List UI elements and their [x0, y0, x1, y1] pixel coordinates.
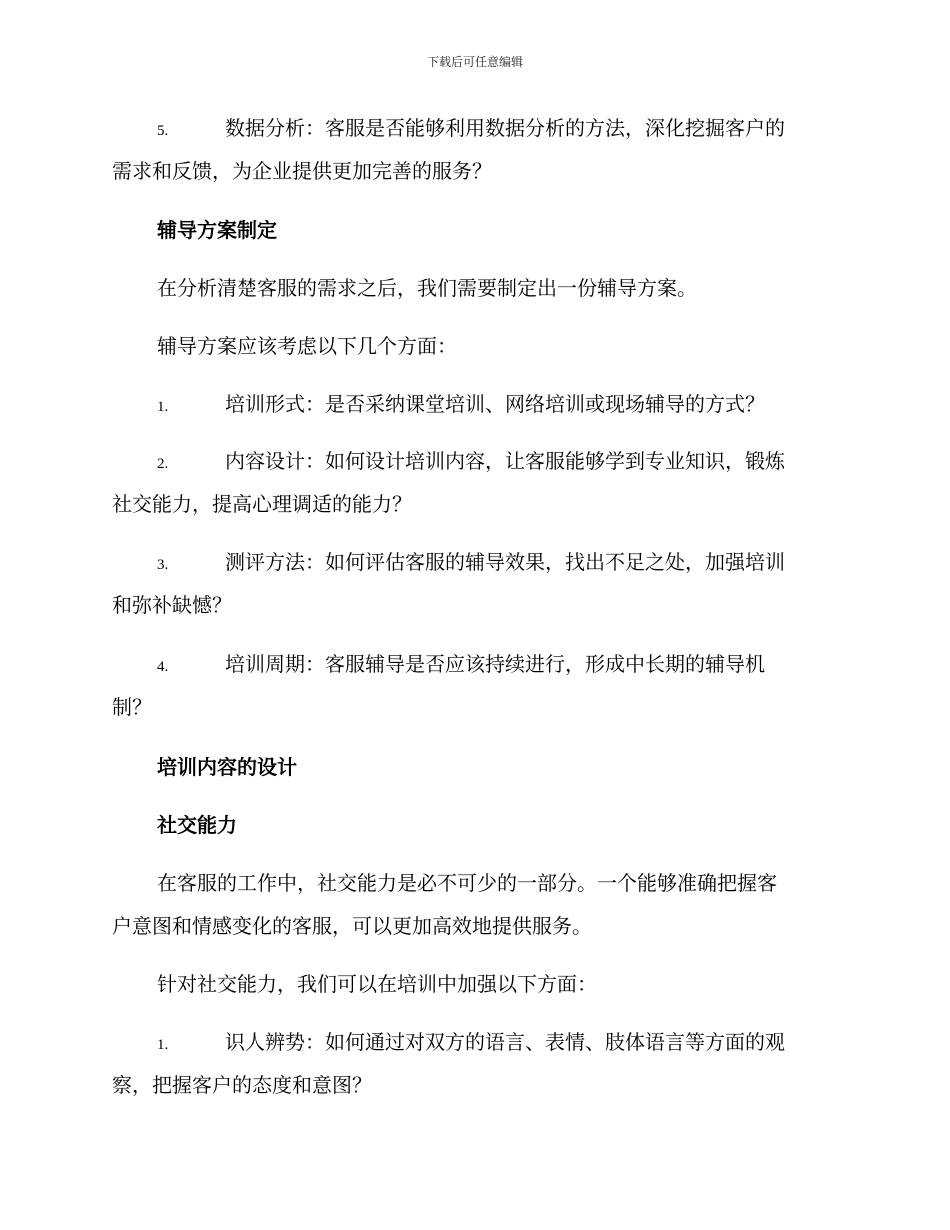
- list-item-5: [112, 107, 840, 193]
- list-item-1b: [112, 1021, 840, 1107]
- list-number: 5.: [157, 123, 169, 139]
- paragraph-continued: 户意图和情感变化的客服，可以更加高效地提供服务。: [112, 914, 592, 938]
- list-number: 1.: [157, 399, 169, 415]
- paragraph: 辅导方案应该考虑以下几个方面：: [157, 334, 457, 358]
- section-heading-block: [112, 209, 840, 252]
- list-text-continued: 制？: [112, 695, 152, 719]
- paragraph: 在分析清楚客服的需求之后，我们需要制定出一份辅导方案。: [157, 276, 697, 300]
- list-item-4: [112, 643, 840, 729]
- list-text-continued: 社交能力，提高心理调适的能力？: [112, 492, 412, 516]
- list-text: 培训周期：客服辅导是否应该持续进行，形成中长期的辅导机: [225, 652, 765, 676]
- section-heading: 培训内容的设计: [157, 755, 297, 779]
- section-heading-block: [112, 746, 840, 789]
- paragraph-block: [112, 862, 840, 948]
- page-header: 下载后可任意编辑: [426, 55, 523, 69]
- list-number: 1.: [157, 1037, 169, 1053]
- paragraph: 在客服的工作中，社交能力是必不可少的一部分。一个能够准确把握客: [157, 871, 777, 895]
- list-number: 2.: [157, 456, 169, 472]
- list-text-continued: 需求和反馈，为企业提供更加完善的服务？: [112, 159, 492, 183]
- paragraph-block: [112, 325, 840, 368]
- section-heading: 辅导方案制定: [157, 218, 277, 242]
- list-text-continued: 和弥补缺憾？: [112, 593, 232, 617]
- list-text-continued: 察，把握客户的态度和意图？: [112, 1073, 372, 1097]
- list-text: 内容设计：如何设计培训内容，让客服能够学到专业知识，锻炼: [225, 449, 785, 473]
- list-text: 测评方法：如何评估客服的辅导效果，找出不足之处，加强培训: [225, 550, 785, 574]
- list-number: 3.: [157, 557, 169, 573]
- list-text: 培训形式：是否采纳课堂培训、网络培训或现场辅导的方式？: [225, 392, 765, 416]
- sub-heading: 社交能力: [157, 813, 237, 837]
- list-item-3: [112, 541, 840, 627]
- paragraph-block: [112, 963, 840, 1006]
- list-item-1: [112, 383, 840, 426]
- list-item-2: [112, 440, 840, 526]
- paragraph-block: [112, 267, 840, 310]
- list-number: 4.: [157, 659, 169, 675]
- list-text: 识人辨势：如何通过对双方的语言、表情、肢体语言等方面的观: [225, 1030, 785, 1054]
- paragraph: 针对社交能力，我们可以在培训中加强以下方面：: [157, 972, 597, 996]
- section-heading-block: [112, 804, 840, 847]
- list-text: 数据分析：客服是否能够利用数据分析的方法，深化挖掘客户的: [225, 116, 785, 140]
